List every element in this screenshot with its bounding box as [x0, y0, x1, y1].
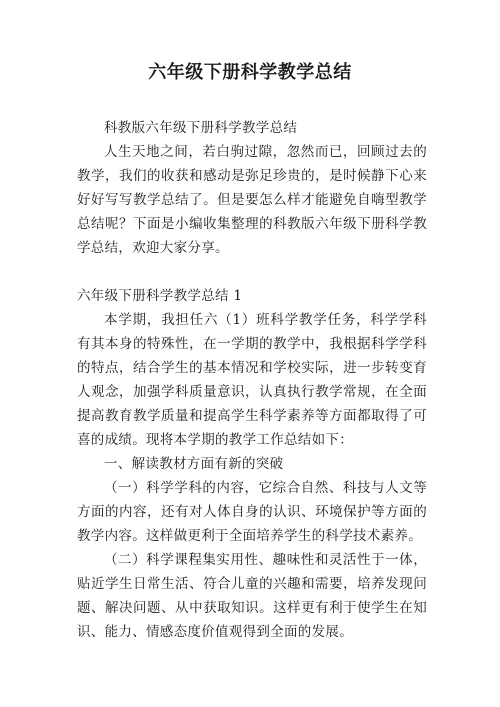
section-paragraph: 本学期，我担任六（1）班科学教学任务，科学学科有其本身的特殊性，在一学期的教学中，我根据科学学科的特点，结合学生的基本情况和学校实际，进一步转变育人观念，加强学科质量意识，认真执行教学常规，在全面提高教育教学质量和提高学生科学素养等方面都取得了可喜的成绩。现将本学期的教学工作总结如下： [77, 312, 427, 448]
point-2: （二）科学课程集实用性、趣味性和灵活性于一体，贴近学生日常生活、符合儿童的兴趣和需要，培养发现问题、解决问题、从中获取知识。这样更有利于使学生在知识、能力、情感态度价值观得到全面的发展。 [77, 552, 427, 640]
document-title: 六年级下册科学教学总结 [148, 62, 352, 83]
section-heading: 六年级下册科学教学总结 1 [77, 288, 243, 304]
paragraph-gap [77, 260, 427, 284]
intro-paragraph: 人生天地之间，若白驹过隙，忽然而已，回顾过去的教学，我们的收获和感动是弥足珍贵的，是时候静下心来好好写写教学总结了。但是要怎么样才能避免自嗨型教学总结呢？下面是小编收集整理的科教版六年级下册科学教学总结，欢迎大家分享。 [77, 144, 427, 256]
document-body [77, 116, 427, 644]
point-1: （一）科学学科的内容，它综合自然、科技与人文等方面的内容，还有对人体自身的认识、环境保护等方面的教学内容。这样做更利于全面培养学生的科学技术素养。 [77, 480, 427, 544]
intro-heading: 科教版六年级下册科学教学总结 [104, 120, 298, 136]
subheading-1: 一、解读教材方面有新的突破 [104, 456, 284, 472]
